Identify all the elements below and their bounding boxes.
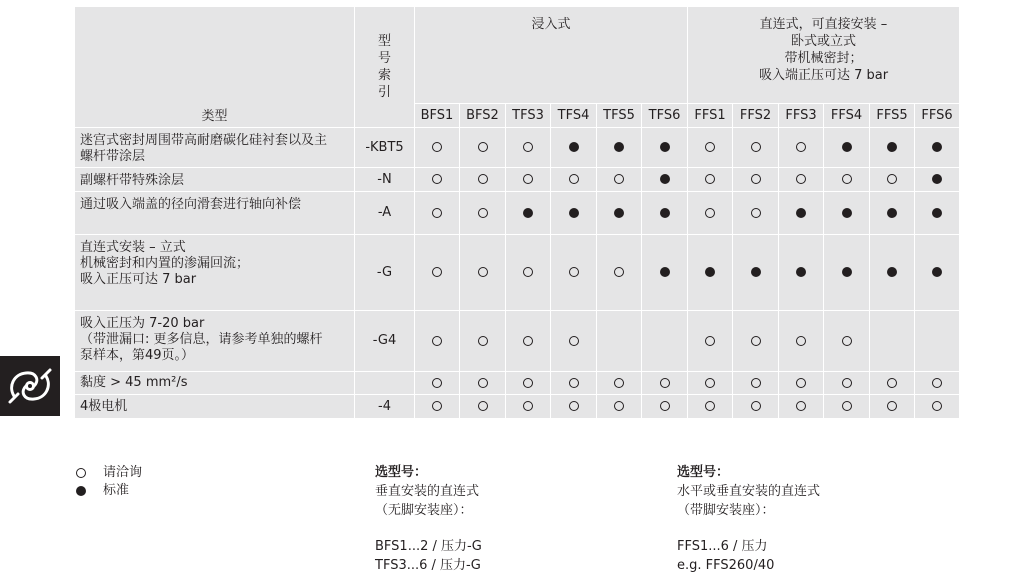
type-header: 类型 xyxy=(75,7,355,128)
availability-cell xyxy=(597,235,642,311)
availability-cell xyxy=(688,128,733,168)
description-line: 黏度 > 45 mm²/s xyxy=(80,375,188,390)
availability-cell xyxy=(597,168,642,192)
model-header-ffs1: FFS1 xyxy=(688,104,733,128)
open-circle-icon xyxy=(432,267,442,277)
open-circle-icon xyxy=(614,267,624,277)
open-circle-icon xyxy=(614,378,624,388)
filled-circle-icon xyxy=(751,267,761,277)
availability-cell xyxy=(415,128,460,168)
availability-cell xyxy=(870,168,915,192)
immersion-group-header: 浸入式 xyxy=(415,7,688,104)
availability-cell xyxy=(460,395,506,419)
open-circle-icon xyxy=(842,174,852,184)
model-header-tfs3: TFS3 xyxy=(506,104,551,128)
open-circle-icon xyxy=(932,378,942,388)
filled-circle-icon xyxy=(932,267,942,277)
option-description xyxy=(75,192,355,235)
availability-cell xyxy=(915,128,960,168)
open-circle-icon xyxy=(751,378,761,388)
availability-cell xyxy=(642,192,688,235)
availability-cell xyxy=(779,168,824,192)
filled-circle-icon xyxy=(842,142,852,152)
availability-cell xyxy=(460,168,506,192)
open-circle-icon xyxy=(705,401,715,411)
availability-cell xyxy=(870,395,915,419)
description-line: 通过吸入端盖的径向滑套进行轴向补偿 xyxy=(80,197,302,212)
availability-cell xyxy=(506,235,551,311)
open-circle-icon xyxy=(523,378,533,388)
open-circle-icon xyxy=(796,401,806,411)
availability-cell xyxy=(915,372,960,395)
availability-cell xyxy=(597,372,642,395)
option-code: -N xyxy=(355,168,415,192)
availability-cell xyxy=(779,372,824,395)
open-circle-icon xyxy=(432,378,442,388)
side-logo xyxy=(0,356,60,416)
description-line: 螺杆带涂层 xyxy=(80,149,146,164)
note-title: 选型号： xyxy=(375,465,428,480)
note-line: （带脚安装座）： xyxy=(677,503,775,518)
note-line: TFS3...6 / 压力-G xyxy=(375,558,481,573)
group-header-line: 吸入端正压可达 7 bar xyxy=(758,68,889,83)
screw-pump-logo-icon xyxy=(0,356,60,416)
availability-cell xyxy=(688,372,733,395)
availability-cell xyxy=(779,128,824,168)
availability-cell xyxy=(460,192,506,235)
open-circle-icon xyxy=(569,336,579,346)
open-circle-icon xyxy=(705,208,715,218)
availability-cell xyxy=(642,168,688,192)
filled-circle-icon xyxy=(932,174,942,184)
open-circle-icon xyxy=(432,336,442,346)
filled-circle-icon xyxy=(614,142,624,152)
option-code: -G4 xyxy=(355,311,415,372)
availability-cell xyxy=(824,372,870,395)
open-circle-icon xyxy=(478,142,488,152)
availability-cell xyxy=(551,395,597,419)
open-circle-icon xyxy=(523,336,533,346)
model-header-ffs2: FFS2 xyxy=(733,104,779,128)
availability-cell xyxy=(506,311,551,372)
availability-cell xyxy=(551,235,597,311)
filled-circle-icon xyxy=(887,267,897,277)
availability-cell xyxy=(733,235,779,311)
availability-cell xyxy=(597,311,642,372)
note-line: （无脚安装座）： xyxy=(375,503,473,518)
option-code: -A xyxy=(355,192,415,235)
open-circle-icon xyxy=(751,336,761,346)
legend-on-request: 请洽询 xyxy=(76,464,142,482)
availability-cell xyxy=(415,235,460,311)
open-circle-icon xyxy=(523,174,533,184)
filled-circle-icon xyxy=(614,208,624,218)
filled-circle-icon xyxy=(569,142,579,152)
model-header-tfs6: TFS6 xyxy=(642,104,688,128)
open-circle-icon xyxy=(478,401,488,411)
availability-cell xyxy=(460,235,506,311)
note-title: 选型号： xyxy=(677,465,730,480)
open-circle-icon xyxy=(751,174,761,184)
availability-cell xyxy=(506,372,551,395)
availability-cell xyxy=(642,235,688,311)
description-line: 直连式安装 – 立式 xyxy=(80,240,186,255)
availability-cell xyxy=(551,311,597,372)
option-code: -G xyxy=(355,235,415,311)
availability-cell xyxy=(824,395,870,419)
open-circle-icon xyxy=(842,336,852,346)
table-row xyxy=(75,192,960,235)
availability-cell xyxy=(551,168,597,192)
filled-circle-icon xyxy=(796,208,806,218)
model-header-bfs1: BFS1 xyxy=(415,104,460,128)
open-circle-icon xyxy=(796,142,806,152)
option-description xyxy=(75,372,355,395)
availability-cell xyxy=(870,372,915,395)
option-description xyxy=(75,311,355,372)
availability-cell xyxy=(506,128,551,168)
code-header xyxy=(355,7,415,128)
availability-cell xyxy=(506,168,551,192)
open-circle-icon xyxy=(432,142,442,152)
description-line: 副螺杆带特殊涂层 xyxy=(80,173,185,188)
model-header-tfs5: TFS5 xyxy=(597,104,642,128)
open-circle-icon xyxy=(614,401,624,411)
table-row xyxy=(75,128,960,168)
description-line: 迷宫式密封周围带高耐磨碳化硅衬套以及主 xyxy=(80,133,328,148)
open-circle-icon xyxy=(751,401,761,411)
model-header-ffs3: FFS3 xyxy=(779,104,824,128)
group-header-line: 直连式，可直接安装 – xyxy=(759,17,888,32)
open-circle-icon xyxy=(796,378,806,388)
availability-cell xyxy=(824,311,870,372)
availability-cell xyxy=(733,311,779,372)
code-header-char: 引 xyxy=(377,85,391,100)
open-circle-icon xyxy=(569,401,579,411)
code-header-char: 索 xyxy=(377,68,391,83)
description-line: 吸入正压可达 7 bar xyxy=(80,272,197,287)
availability-cell xyxy=(915,168,960,192)
availability-cell xyxy=(688,168,733,192)
availability-cell xyxy=(597,128,642,168)
availability-cell xyxy=(460,372,506,395)
availability-cell xyxy=(733,395,779,419)
open-circle-icon xyxy=(796,174,806,184)
availability-cell xyxy=(415,168,460,192)
availability-cell xyxy=(688,311,733,372)
availability-cell xyxy=(551,192,597,235)
availability-cell xyxy=(551,128,597,168)
model-header-tfs4: TFS4 xyxy=(551,104,597,128)
open-circle-icon xyxy=(887,378,897,388)
open-circle-icon xyxy=(660,401,670,411)
note-line: 垂直安装的直连式 xyxy=(375,484,480,499)
availability-cell xyxy=(688,192,733,235)
filled-circle-icon xyxy=(796,267,806,277)
open-circle-icon xyxy=(478,267,488,277)
availability-cell xyxy=(779,311,824,372)
availability-cell xyxy=(733,192,779,235)
filled-circle-icon xyxy=(523,208,533,218)
filled-circle-icon xyxy=(76,486,86,496)
filled-circle-icon xyxy=(569,208,579,218)
table-row xyxy=(75,395,960,419)
open-circle-icon xyxy=(751,208,761,218)
group-header-line: 卧式或立式 xyxy=(790,34,856,49)
option-description xyxy=(75,168,355,192)
filled-circle-icon xyxy=(887,208,897,218)
description-line: 吸入正压为 7-20 bar xyxy=(80,316,205,331)
legend xyxy=(76,464,142,500)
model-header-ffs5: FFS5 xyxy=(870,104,915,128)
open-circle-icon xyxy=(705,174,715,184)
filled-circle-icon xyxy=(842,267,852,277)
availability-cell xyxy=(415,311,460,372)
open-circle-icon xyxy=(432,208,442,218)
availability-cell xyxy=(870,311,915,372)
availability-cell xyxy=(870,192,915,235)
availability-cell xyxy=(733,372,779,395)
availability-cell xyxy=(415,395,460,419)
note-line: 水平或垂直安装的直连式 xyxy=(677,484,821,499)
options-table xyxy=(74,6,960,419)
availability-cell xyxy=(779,395,824,419)
availability-cell xyxy=(597,395,642,419)
open-circle-icon xyxy=(569,174,579,184)
legend-standard: 标准 xyxy=(76,482,142,500)
option-code: -4 xyxy=(355,395,415,419)
availability-cell xyxy=(824,168,870,192)
model-header-ffs4: FFS4 xyxy=(824,104,870,128)
option-code: -KBT5 xyxy=(355,128,415,168)
open-circle-icon xyxy=(569,267,579,277)
availability-cell xyxy=(915,235,960,311)
availability-cell xyxy=(824,192,870,235)
open-circle-icon xyxy=(705,378,715,388)
note-line: BFS1...2 / 压力-G xyxy=(375,539,482,554)
open-circle-icon xyxy=(796,336,806,346)
description-line: 4极电机 xyxy=(80,398,128,414)
code-header-char: 号 xyxy=(377,51,391,66)
open-circle-icon xyxy=(705,336,715,346)
filled-circle-icon xyxy=(932,142,942,152)
selection-note-horizontal xyxy=(677,463,820,575)
option-description xyxy=(75,128,355,168)
open-circle-icon xyxy=(887,174,897,184)
open-circle-icon xyxy=(432,174,442,184)
availability-cell xyxy=(688,395,733,419)
availability-cell xyxy=(415,192,460,235)
filled-circle-icon xyxy=(660,267,670,277)
open-circle-icon xyxy=(569,378,579,388)
model-header-ffs6: FFS6 xyxy=(915,104,960,128)
availability-cell xyxy=(460,128,506,168)
option-code xyxy=(355,372,415,395)
filled-circle-icon xyxy=(660,174,670,184)
open-circle-icon xyxy=(887,401,897,411)
description-line: （带泄漏口: 更多信息，请参考单独的螺杆 xyxy=(80,332,323,347)
filled-circle-icon xyxy=(660,142,670,152)
availability-cell xyxy=(824,235,870,311)
availability-cell xyxy=(506,395,551,419)
availability-cell xyxy=(688,235,733,311)
open-circle-icon xyxy=(614,174,624,184)
open-circle-icon xyxy=(478,336,488,346)
availability-cell xyxy=(642,128,688,168)
availability-cell xyxy=(642,372,688,395)
availability-cell xyxy=(642,395,688,419)
open-circle-icon xyxy=(523,142,533,152)
availability-cell xyxy=(824,128,870,168)
group-header-line: 带机械密封； xyxy=(784,51,863,66)
availability-cell xyxy=(415,372,460,395)
code-header-label xyxy=(378,33,392,101)
table-row xyxy=(75,235,960,311)
availability-cell xyxy=(733,168,779,192)
open-circle-icon xyxy=(478,208,488,218)
table-row xyxy=(75,311,960,372)
availability-cell xyxy=(642,311,688,372)
availability-cell xyxy=(779,192,824,235)
open-circle-icon xyxy=(932,401,942,411)
open-circle-icon xyxy=(751,142,761,152)
open-circle-icon xyxy=(660,378,670,388)
availability-cell xyxy=(915,311,960,372)
open-circle-icon xyxy=(523,267,533,277)
selection-note-vertical xyxy=(375,463,482,575)
availability-cell xyxy=(733,128,779,168)
open-circle-icon xyxy=(842,401,852,411)
open-circle-icon xyxy=(432,401,442,411)
availability-cell xyxy=(460,311,506,372)
open-circle-icon xyxy=(705,142,715,152)
direct-group-header xyxy=(688,7,960,104)
code-header-char: 型 xyxy=(377,34,391,49)
availability-cell xyxy=(915,395,960,419)
availability-cell xyxy=(597,192,642,235)
description-line: 机械密封和内置的渗漏回流； xyxy=(80,256,250,271)
availability-cell xyxy=(551,372,597,395)
filled-circle-icon xyxy=(660,208,670,218)
availability-cell xyxy=(870,128,915,168)
open-circle-icon xyxy=(76,468,86,478)
availability-cell xyxy=(506,192,551,235)
table-row xyxy=(75,168,960,192)
note-line: e.g. FFS260/40 xyxy=(677,558,775,573)
table-row xyxy=(75,372,960,395)
filled-circle-icon xyxy=(705,267,715,277)
option-description xyxy=(75,235,355,311)
availability-cell xyxy=(870,235,915,311)
filled-circle-icon xyxy=(842,208,852,218)
availability-cell xyxy=(779,235,824,311)
filled-circle-icon xyxy=(887,142,897,152)
open-circle-icon xyxy=(842,378,852,388)
model-header-bfs2: BFS2 xyxy=(460,104,506,128)
open-circle-icon xyxy=(478,378,488,388)
open-circle-icon xyxy=(523,401,533,411)
note-line: FFS1...6 / 压力 xyxy=(677,539,768,554)
filled-circle-icon xyxy=(932,208,942,218)
open-circle-icon xyxy=(478,174,488,184)
description-line: 泵样本，第49页。） xyxy=(80,348,195,363)
option-description xyxy=(75,395,355,419)
availability-cell xyxy=(915,192,960,235)
